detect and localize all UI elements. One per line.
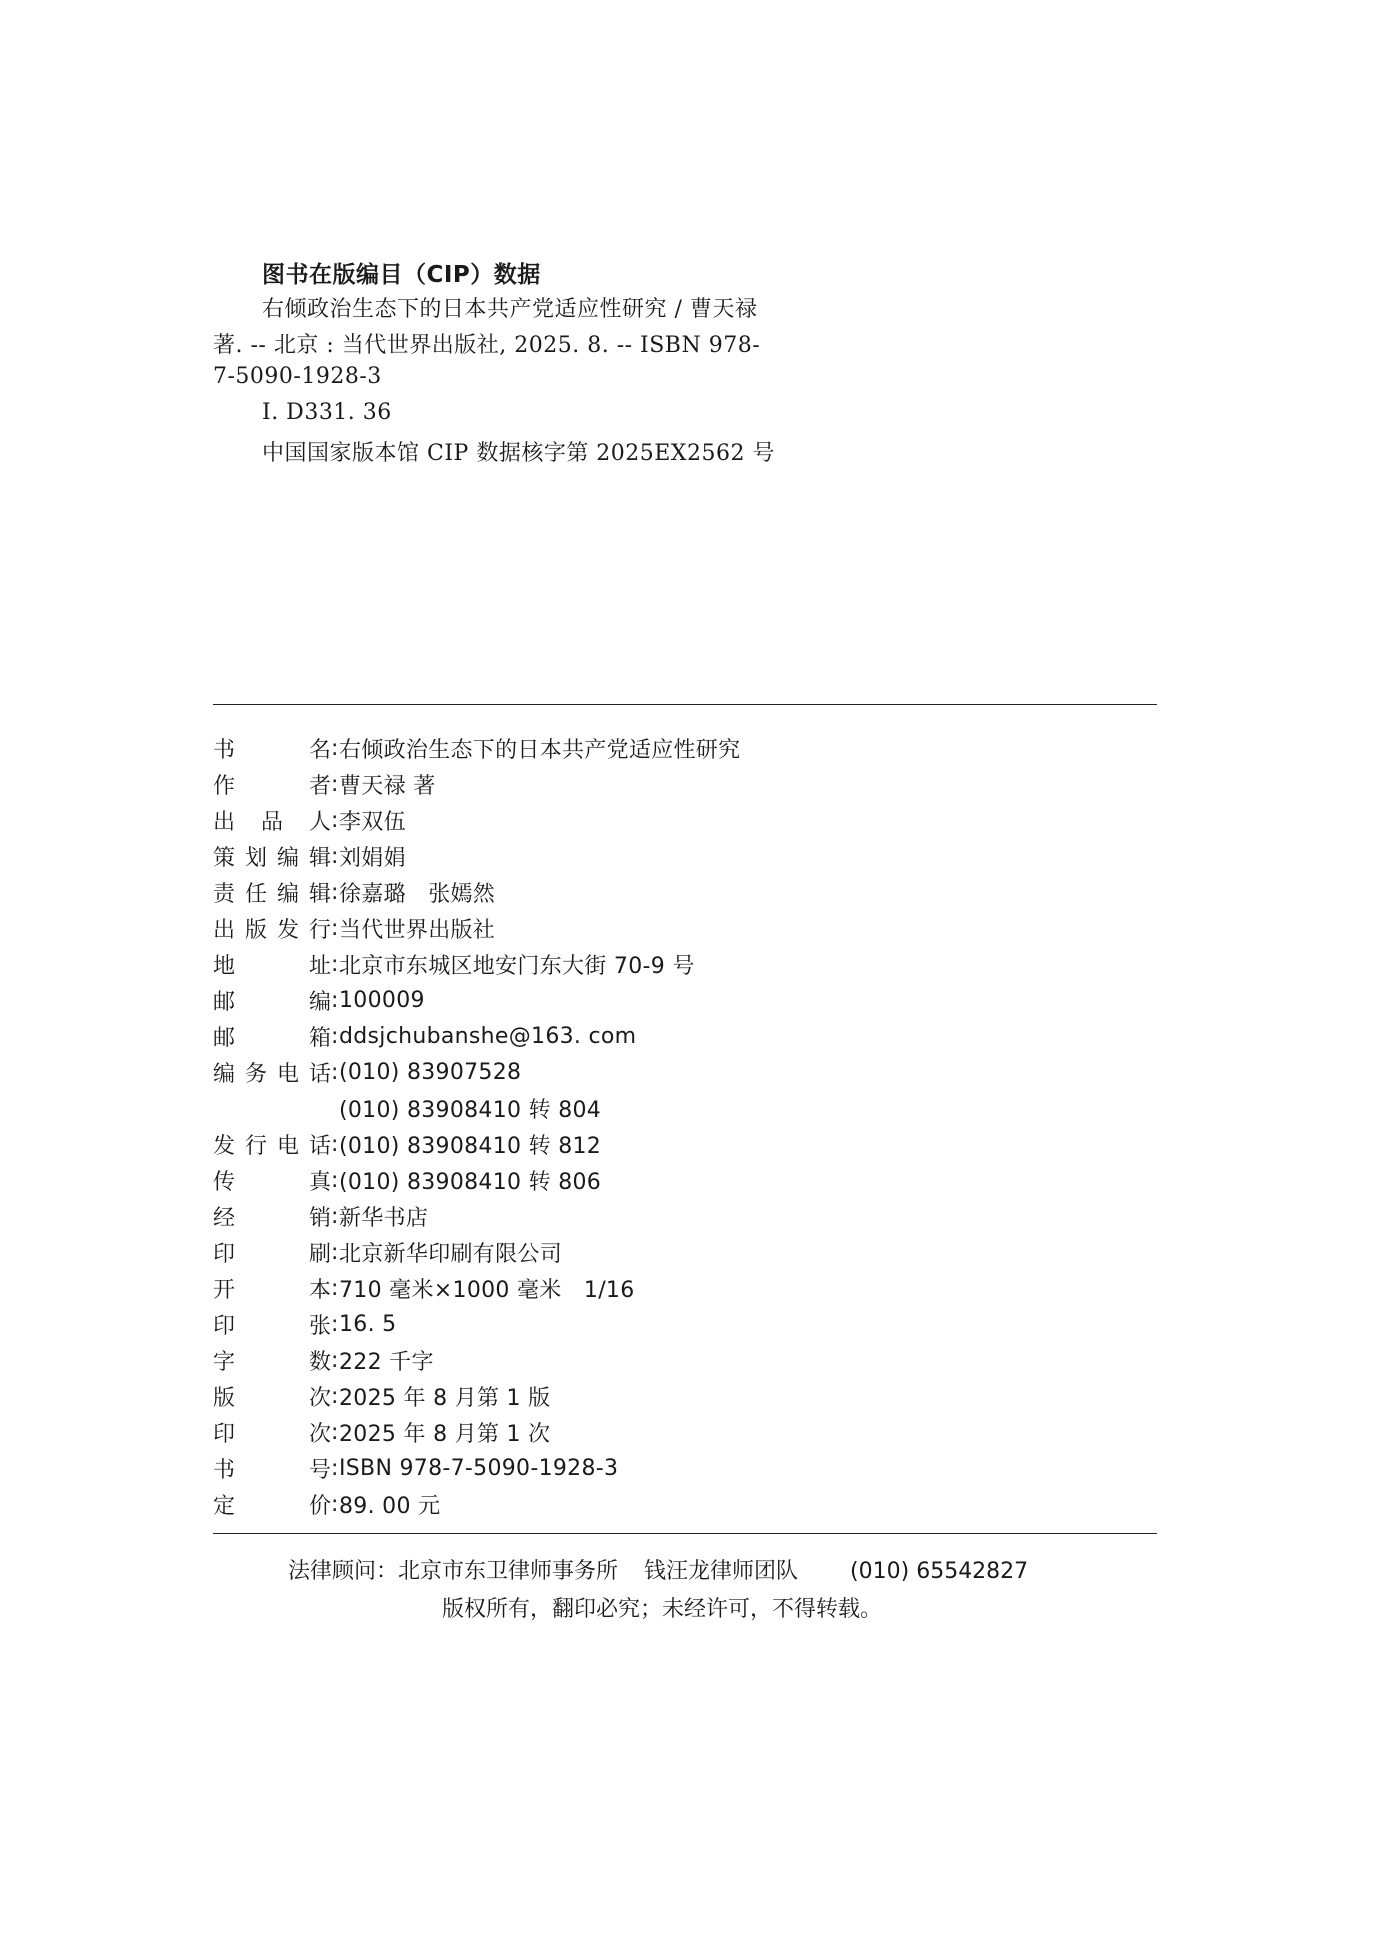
info-row <box>213 1198 428 1234</box>
info-label-char: 务 <box>244 1061 267 1087</box>
info-colon: : <box>331 807 339 833</box>
info-label-char: 任 <box>244 881 267 907</box>
info-row <box>213 1450 618 1486</box>
info-label <box>213 877 331 908</box>
info-value: 刘娟娟 <box>339 845 406 871</box>
info-label-char: 话 <box>308 1061 331 1087</box>
info-label-char: 品 <box>260 809 283 835</box>
info-colon: : <box>331 1059 339 1085</box>
info-label-char: 本 <box>308 1277 331 1303</box>
info-label <box>213 1057 331 1088</box>
info-label-char: 编 <box>276 881 299 907</box>
info-label-char: 编 <box>276 845 299 871</box>
info-label-char: 行 <box>244 1133 267 1159</box>
cip-line-3: 7-5090-1928-3 <box>213 364 382 389</box>
info-value: 100009 <box>339 987 425 1013</box>
info-colon: : <box>331 1239 339 1265</box>
info-row <box>213 910 495 946</box>
info-label-char: 行 <box>308 917 331 943</box>
legal-phone: (010) 65542827 <box>850 1559 1029 1584</box>
info-label-char: 话 <box>308 1133 331 1159</box>
cip-line-5: 中国国家版本馆 CIP 数据核字第 2025EX2562 号 <box>262 441 775 466</box>
info-label <box>213 1345 331 1376</box>
cip-line-4: Ⅰ. D331. 36 <box>262 400 392 425</box>
info-label-char: 印 <box>213 1313 236 1339</box>
info-value: 徐嘉璐 张嫣然 <box>339 881 496 907</box>
info-value: 89. 00 元 <box>339 1493 441 1519</box>
info-label-char: 划 <box>244 845 267 871</box>
info-label <box>213 1417 331 1448</box>
info-label-char: 书 <box>213 1457 236 1483</box>
info-label <box>213 841 331 872</box>
info-value: 222 千字 <box>339 1349 434 1375</box>
info-label <box>213 769 331 800</box>
info-label-char: 定 <box>213 1493 236 1519</box>
info-value: 北京新华印刷有限公司 <box>339 1241 563 1267</box>
info-colon: : <box>331 1311 339 1337</box>
info-label <box>213 1021 331 1052</box>
info-label-char: 辑 <box>308 881 331 907</box>
info-label-char: 次 <box>308 1385 331 1411</box>
info-label-char: 发 <box>213 1133 236 1159</box>
info-label-char: 者 <box>308 773 331 799</box>
info-label-char: 编 <box>213 1061 236 1087</box>
info-row <box>213 1090 601 1126</box>
info-label-char: 经 <box>213 1205 236 1231</box>
info-label-char: 次 <box>308 1421 331 1447</box>
info-colon: : <box>331 915 339 941</box>
info-row <box>213 982 425 1018</box>
info-label-char: 字 <box>213 1349 236 1375</box>
info-label <box>213 913 331 944</box>
info-colon: : <box>331 735 339 761</box>
info-label-char: 责 <box>213 881 236 907</box>
info-label <box>213 733 331 764</box>
info-label-char: 真 <box>308 1169 331 1195</box>
info-row <box>213 1306 396 1342</box>
info-label <box>213 1129 331 1160</box>
info-label-char: 邮 <box>213 1025 236 1051</box>
info-value: 当代世界出版社 <box>339 917 496 943</box>
info-value: (010) 83908410 转 804 <box>339 1097 602 1123</box>
info-row <box>213 874 495 910</box>
info-value: 新华书店 <box>339 1205 429 1231</box>
info-label-char: 张 <box>308 1313 331 1339</box>
legal-label: 法律顾问： <box>288 1559 399 1584</box>
info-label-char: 箱 <box>308 1025 331 1051</box>
info-colon: : <box>331 987 339 1013</box>
info-value: 北京市东城区地安门东大街 70-9 号 <box>339 953 695 979</box>
cip-heading: 图书在版编目（CIP）数据 <box>262 262 541 288</box>
info-label-char: 书 <box>213 737 236 763</box>
info-label-char: 编 <box>308 989 331 1015</box>
info-label-char: 电 <box>276 1133 299 1159</box>
info-row <box>213 1342 434 1378</box>
legal-advisor-line <box>288 1554 1028 1585</box>
info-label <box>213 1453 331 1484</box>
info-colon: : <box>331 1203 339 1229</box>
info-colon: : <box>331 1275 339 1301</box>
info-value: (010) 83908410 转 812 <box>339 1133 602 1159</box>
info-label-char: 出 <box>213 809 236 835</box>
cip-line-2: 著. -- 北京 : 当代世界出版社, 2025. 8. -- ISBN 978- <box>213 333 761 358</box>
info-label-char: 地 <box>213 953 236 979</box>
info-value: (010) 83907528 <box>339 1059 522 1085</box>
info-value: 2025 年 8 月第 1 次 <box>339 1421 551 1447</box>
info-row <box>213 1378 550 1414</box>
info-value: 710 毫米×1000 毫米 1/16 <box>339 1277 635 1303</box>
info-colon: : <box>331 1347 339 1373</box>
info-label <box>213 1489 331 1520</box>
info-colon: : <box>331 1023 339 1049</box>
info-colon: : <box>331 1167 339 1193</box>
info-row <box>213 730 740 766</box>
info-label-char: 策 <box>213 845 236 871</box>
top-divider <box>213 704 1157 705</box>
info-row <box>213 1126 601 1162</box>
info-label <box>213 949 331 980</box>
info-label-char: 址 <box>308 953 331 979</box>
copyright-notice: 版权所有，翻印必究；未经许可，不得转载。 <box>442 1597 883 1622</box>
info-colon: : <box>331 1491 339 1517</box>
info-value: ISBN 978-7-5090-1928-3 <box>339 1455 619 1481</box>
info-row <box>213 1270 635 1306</box>
info-label-char: 印 <box>213 1421 236 1447</box>
info-row <box>213 1162 601 1198</box>
bottom-divider <box>213 1533 1157 1534</box>
info-colon: : <box>331 1455 339 1481</box>
info-row <box>213 838 406 874</box>
info-label-char: 印 <box>213 1241 236 1267</box>
info-label-char: 版 <box>244 917 267 943</box>
info-label <box>213 1165 331 1196</box>
info-label <box>213 805 331 836</box>
info-value: 2025 年 8 月第 1 版 <box>339 1385 551 1411</box>
info-label-char: 出 <box>213 917 236 943</box>
info-label <box>213 1201 331 1232</box>
info-label-char: 版 <box>213 1385 236 1411</box>
info-label <box>213 1273 331 1304</box>
info-value: 16. 5 <box>339 1311 397 1337</box>
info-colon: : <box>331 843 339 869</box>
info-label-char: 刷 <box>308 1241 331 1267</box>
info-row <box>213 1018 636 1054</box>
info-label-char: 名 <box>308 737 331 763</box>
info-label-char: 作 <box>213 773 236 799</box>
info-label-char: 人 <box>308 809 331 835</box>
info-row <box>213 1054 521 1090</box>
info-colon: : <box>331 879 339 905</box>
info-value: (010) 83908410 转 806 <box>339 1169 602 1195</box>
info-label-char: 电 <box>276 1061 299 1087</box>
info-row <box>213 766 436 802</box>
info-colon: : <box>331 1383 339 1409</box>
info-row <box>213 946 695 982</box>
info-value: 李双伍 <box>339 809 406 835</box>
info-value: ddsjchubanshe@163. com <box>339 1023 637 1049</box>
info-colon: : <box>331 1131 339 1157</box>
info-row <box>213 802 406 838</box>
info-label <box>213 1309 331 1340</box>
legal-firm: 北京市东卫律师事务所 <box>398 1559 619 1584</box>
info-colon: : <box>331 1419 339 1445</box>
info-label-char: 开 <box>213 1277 236 1303</box>
info-colon: : <box>331 771 339 797</box>
info-label <box>213 985 331 1016</box>
info-colon: : <box>331 951 339 977</box>
info-label-char: 辑 <box>308 845 331 871</box>
info-label <box>213 1237 331 1268</box>
info-row <box>213 1414 550 1450</box>
info-label-char: 价 <box>308 1493 331 1519</box>
info-label-char: 销 <box>308 1205 331 1231</box>
info-label <box>213 1381 331 1412</box>
info-label-char: 号 <box>308 1457 331 1483</box>
cip-line-1: 右倾政治生态下的日本共产党适应性研究 / 曹天禄 <box>262 297 758 322</box>
info-value: 右倾政治生态下的日本共产党适应性研究 <box>339 737 741 763</box>
info-row <box>213 1234 562 1270</box>
info-label-char: 传 <box>213 1169 236 1195</box>
info-label-char: 邮 <box>213 989 236 1015</box>
info-row <box>213 1486 440 1522</box>
info-value: 曹天禄 著 <box>339 773 436 799</box>
legal-team: 钱汪龙律师团队 <box>644 1559 799 1584</box>
info-label-char: 数 <box>308 1349 331 1375</box>
info-label-char: 发 <box>276 917 299 943</box>
